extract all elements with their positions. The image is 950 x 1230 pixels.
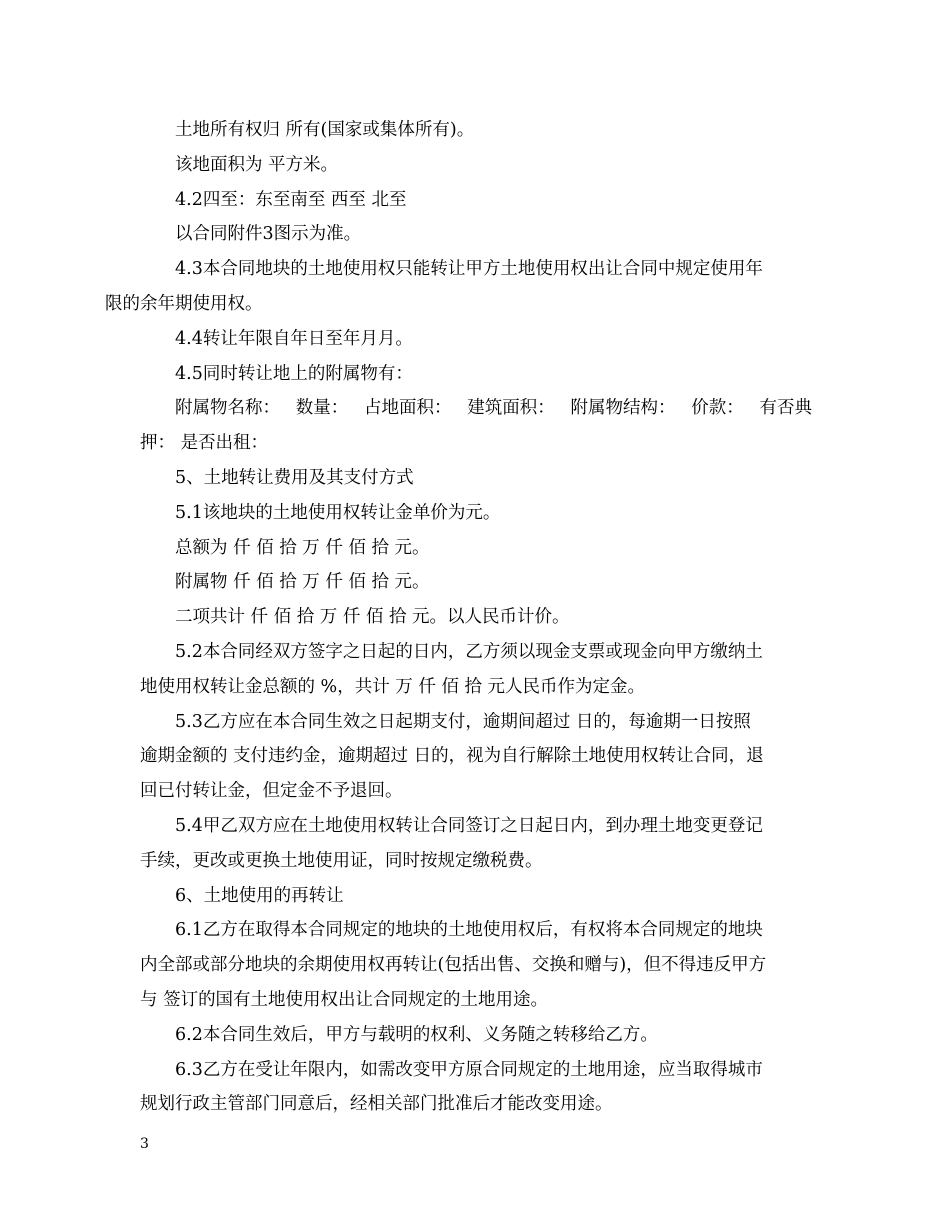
paragraph-6-3-line-2: 规划行政主管部门同意后，经相关部门批准后才能改变用途。 xyxy=(140,1094,613,1115)
paragraph-4-3-line-2: 限的余年期使用权。 xyxy=(105,293,263,314)
paragraph-4-3 xyxy=(105,252,812,322)
paragraph-total-amount: 总额为 仟 佰 拾 万 仟 佰 拾 元。 xyxy=(175,537,430,558)
paragraph-5-1: 5.1该地块的土地使用权转让金单价为元。 xyxy=(175,502,501,523)
paragraph-6-3 xyxy=(140,1053,812,1123)
appurtenance-fields-continuation: 押： 是否出租： xyxy=(140,433,269,454)
paragraph-5-3 xyxy=(140,705,812,809)
paragraph-6-1-line-3: 与 签订的国有土地使用权出让合同规定的土地用途。 xyxy=(140,989,549,1010)
paragraph-6-1 xyxy=(140,913,812,1017)
document-body xyxy=(105,113,812,1122)
paragraph-5-3-line-1: 5.3乙方应在本合同生效之日起期支付，逾期间超过 日的，每逾期一日按照 xyxy=(175,711,751,732)
field-mortgage: 有否典 xyxy=(759,398,812,419)
paragraph-attachment-3: 以合同附件3图示为准。 xyxy=(175,224,362,245)
field-quantity: 数量： xyxy=(295,398,349,419)
field-building-area: 建筑面积： xyxy=(467,398,555,419)
appurtenance-fields-row xyxy=(140,391,812,426)
paragraph-4-5: 4.5同时转让地上的附属物有： xyxy=(175,363,413,384)
paragraph-5-4-line-1: 5.4甲乙双方应在土地使用权转让合同签订之日起日内，到办理土地变更登记 xyxy=(175,815,763,836)
section-6-heading: 6、土地使用的再转让 xyxy=(175,885,344,906)
paragraph-6-3-line-1: 6.3乙方在受让年限内，如需改变甲方原合同规定的土地用途，应当取得城市 xyxy=(175,1059,763,1080)
paragraph-6-1-line-1: 6.1乙方在取得本合同规定的地块的土地使用权后，有权将本合同规定的地块 xyxy=(175,920,763,941)
field-price: 价款： xyxy=(691,398,744,419)
paragraph-6-1-line-2: 内全部或部分地块的余期使用权再转让(包括出售、交换和赠与)，但不得违反甲方 xyxy=(140,955,767,976)
paragraph-6-2: 6.2本合同生效后，甲方与载明的权利、义务随之转移给乙方。 xyxy=(175,1024,658,1045)
field-structure: 附属物结构： xyxy=(570,398,676,419)
paragraph-4-3-line-1: 4.3本合同地块的土地使用权只能转让甲方土地使用权出让合同中规定使用年 xyxy=(175,259,763,280)
paragraph-5-2-line-2: 地使用权转让金总额的 %，共计 万 仟 佰 拾 元人民币作为定金。 xyxy=(140,676,646,697)
paragraph-5-2 xyxy=(140,635,812,705)
paragraph-combined-amount: 二项共计 仟 佰 拾 万 仟 佰 拾 元。以人民币计价。 xyxy=(175,607,570,628)
field-land-area: 占地面积： xyxy=(364,398,452,419)
paragraph-land-area: 该地面积为 平方米。 xyxy=(175,154,339,175)
paragraph-5-4 xyxy=(140,809,812,879)
section-5-heading: 5、土地转让费用及其支付方式 xyxy=(175,467,414,488)
field-appurtenance-name: 附属物名称： xyxy=(175,398,280,419)
paragraph-4-2-boundaries: 4.2四至：东至南至 西至 北至 xyxy=(175,189,407,210)
paragraph-5-3-line-2: 逾期金额的 支付违约金，逾期超过 日的，视为自行解除土地使用权转让合同，退 xyxy=(140,746,764,767)
paragraph-appurtenance-amount: 附属物 仟 佰 拾 万 仟 佰 拾 元。 xyxy=(175,572,430,593)
paragraph-land-ownership: 土地所有权归 所有(国家或集体所有)。 xyxy=(175,120,475,140)
paragraph-5-4-line-2: 手续，更改或更换土地使用证，同时按规定缴税费。 xyxy=(140,850,543,871)
page-number: 3 xyxy=(140,1136,149,1152)
paragraph-4-4: 4.4转让年限自年日至年月月。 xyxy=(175,328,413,349)
paragraph-5-2-line-1: 5.2本合同经双方签字之日起的日内，乙方须以现金支票或现金向甲方缴纳土 xyxy=(175,641,763,662)
paragraph-5-3-line-3: 回已付转让金，但定金不予退回。 xyxy=(140,781,403,802)
